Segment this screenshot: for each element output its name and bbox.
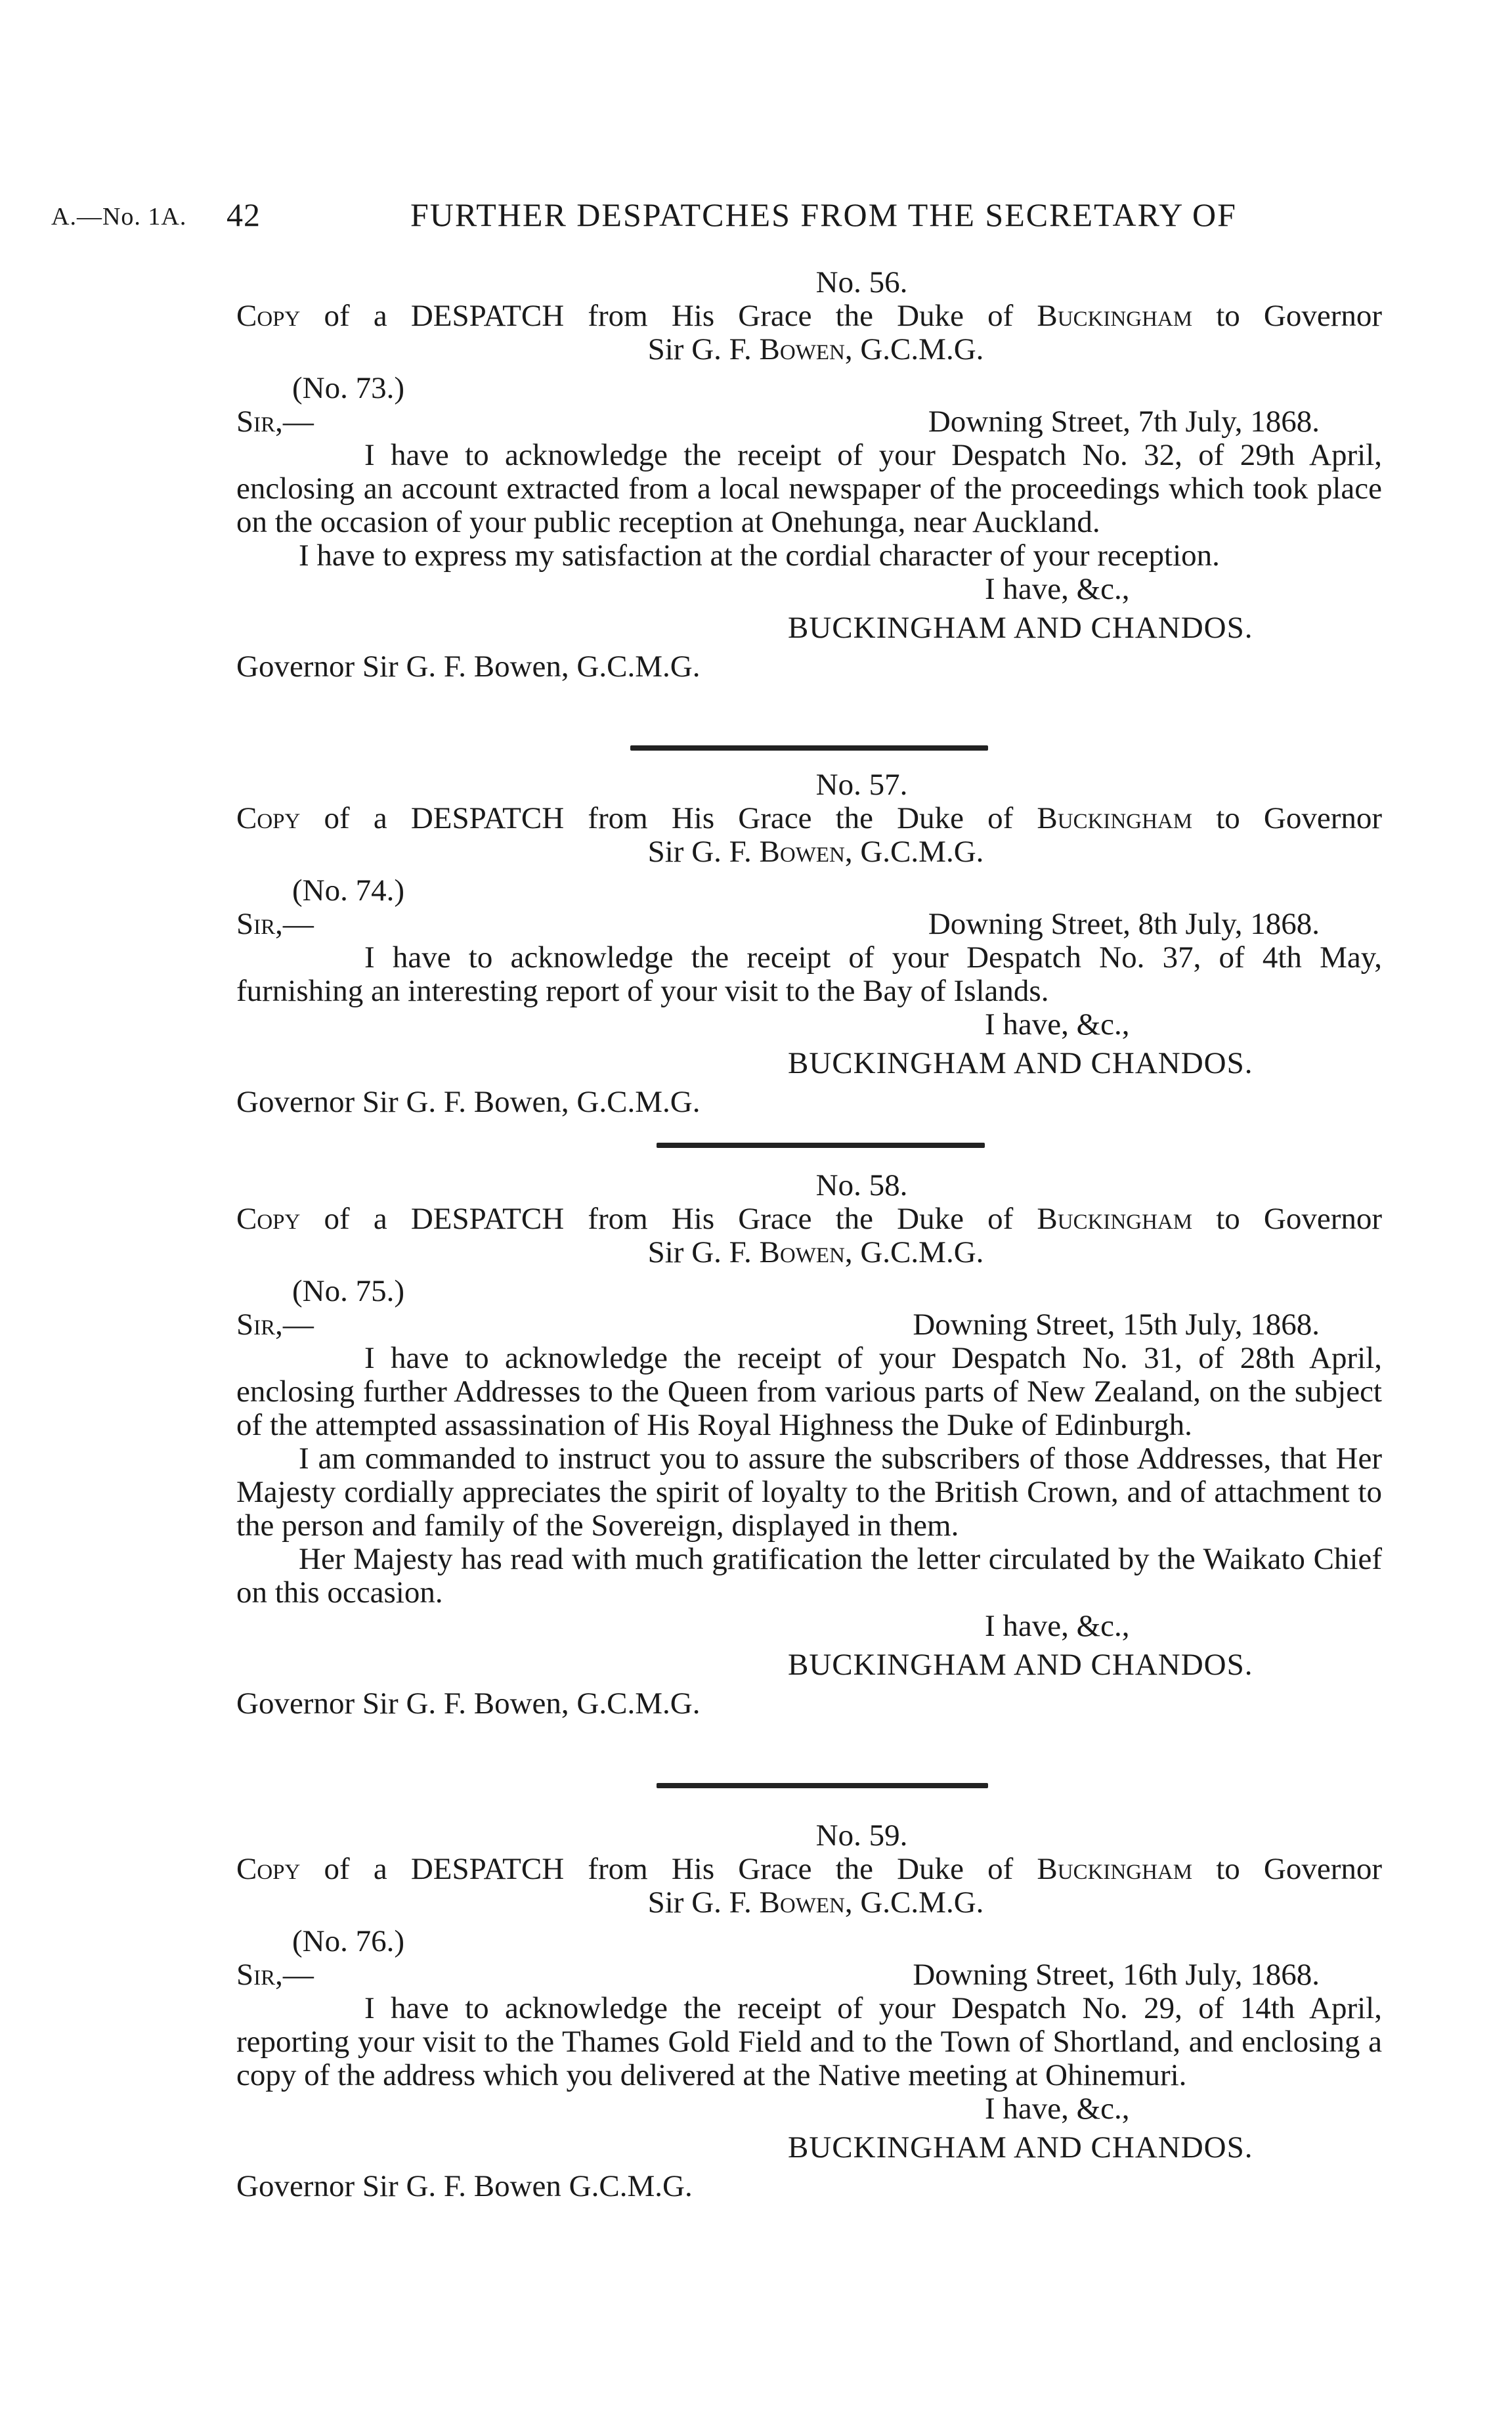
salutation: Sir,—	[236, 907, 314, 941]
closing: I have, &c.,	[985, 1609, 1130, 1643]
sub-number: (No. 75.)	[292, 1274, 404, 1308]
body-paragraph: I have to acknowledge the receipt of your Despatch No. 32, of 29th April, enclosing an account extracted from a local newspaper of the proceedings which took place on the occasion of your public reception at Onehunga, near Auckland.	[236, 438, 1382, 539]
despatch-number: No. 57.	[815, 768, 908, 802]
despatch-heading: Copy of a DESPATCH from His Grace the Duke of Buckingham to Governor	[236, 801, 1383, 835]
addressee: Governor Sir G. F. Bowen, G.C.M.G.	[236, 649, 701, 684]
section-divider	[657, 1143, 985, 1148]
salutation: Sir,—	[236, 1308, 314, 1342]
despatch-heading: Copy of a DESPATCH from His Grace the Duke of Buckingham to Governor	[236, 1852, 1383, 1886]
despatch-heading: Copy of a DESPATCH from His Grace the Duke of Buckingham to Governor	[236, 1202, 1383, 1236]
page-title: FURTHER DESPATCHES FROM THE SECRETARY OF	[410, 196, 1237, 233]
place-date: Downing Street, 16th July, 1868.	[913, 1958, 1320, 1992]
despatch-number: No. 59.	[815, 1818, 908, 1853]
place-date: Downing Street, 7th July, 1868.	[928, 405, 1320, 439]
sub-number: (No. 76.)	[292, 1924, 404, 1958]
page-header	[51, 196, 1397, 248]
despatch-heading: Copy of a DESPATCH from His Grace the Duke of Buckingham to Governor	[236, 299, 1383, 333]
despatch-59	[236, 1819, 1382, 2203]
despatch-number: No. 56.	[815, 265, 908, 299]
salutation: Sir,—	[236, 1958, 314, 1992]
sub-number: (No. 73.)	[292, 371, 404, 405]
closing: I have, &c.,	[985, 2092, 1130, 2126]
page-number: 42	[227, 196, 261, 233]
place-date: Downing Street, 8th July, 1868.	[928, 907, 1320, 941]
despatch-56	[236, 266, 1382, 684]
despatch-heading-line-2: Sir G. F. Bowen, G.C.M.G.	[647, 1235, 984, 1269]
addressee: Governor Sir G. F. Bowen G.C.M.G.	[236, 2169, 693, 2203]
signature: BUCKINGHAM AND CHANDOS.	[788, 2130, 1253, 2165]
section-divider	[657, 1783, 988, 1788]
despatch-58	[236, 1169, 1382, 1721]
body-paragraph: I have to acknowledge the receipt of your Despatch No. 29, of 14th April, reporting your visit to the Thames Gold Field and to the Town of Shortland, and enclosing a copy of the address which you delivered at the Native meeting at Ohinemuri.	[236, 1991, 1382, 2092]
section-divider	[630, 745, 988, 751]
addressee: Governor Sir G. F. Bowen, G.C.M.G.	[236, 1085, 701, 1119]
despatch-heading-line-2: Sir G. F. Bowen, G.C.M.G.	[647, 1885, 984, 1920]
body-paragraph: I have to express my satisfaction at the cordial character of your reception.	[299, 539, 1220, 573]
despatch-heading-line-2: Sir G. F. Bowen, G.C.M.G.	[647, 332, 984, 366]
document-reference: A.—No. 1A.	[51, 203, 187, 231]
signature: BUCKINGHAM AND CHANDOS.	[788, 611, 1253, 645]
signature: BUCKINGHAM AND CHANDOS.	[788, 1046, 1253, 1080]
despatch-57	[236, 768, 1382, 1119]
sub-number: (No. 74.)	[292, 873, 404, 908]
closing: I have, &c.,	[985, 1007, 1130, 1042]
body-paragraph: I have to acknowledge the receipt of your Despatch No. 37, of 4th May, furnishing an interesting report of your visit to the Bay of Islands.	[236, 940, 1382, 1008]
body-paragraph: Her Majesty has read with much gratification the letter circulated by the Waikato Chief on this occasion.	[236, 1542, 1382, 1610]
despatch-number: No. 58.	[815, 1168, 908, 1202]
closing: I have, &c.,	[985, 572, 1130, 606]
salutation: Sir,—	[236, 405, 314, 439]
body-paragraph: I have to acknowledge the receipt of your Despatch No. 31, of 28th April, enclosing further Addresses to the Queen from various parts of New Zealand, on the subject of the attempted assassination of His Royal Highness the Duke of Edinburgh.	[236, 1341, 1382, 1442]
place-date: Downing Street, 15th July, 1868.	[913, 1308, 1320, 1342]
despatch-heading-line-2: Sir G. F. Bowen, G.C.M.G.	[647, 835, 984, 869]
signature: BUCKINGHAM AND CHANDOS.	[788, 1648, 1253, 1682]
body-paragraph: I am commanded to instruct you to assure the subscribers of those Addresses, that Her Majesty cordially appreciates the spirit of loyalty to the British Crown, and of attachment to the person and family of the Sovereign, displayed in them.	[236, 1441, 1382, 1543]
addressee: Governor Sir G. F. Bowen, G.C.M.G.	[236, 1686, 701, 1721]
